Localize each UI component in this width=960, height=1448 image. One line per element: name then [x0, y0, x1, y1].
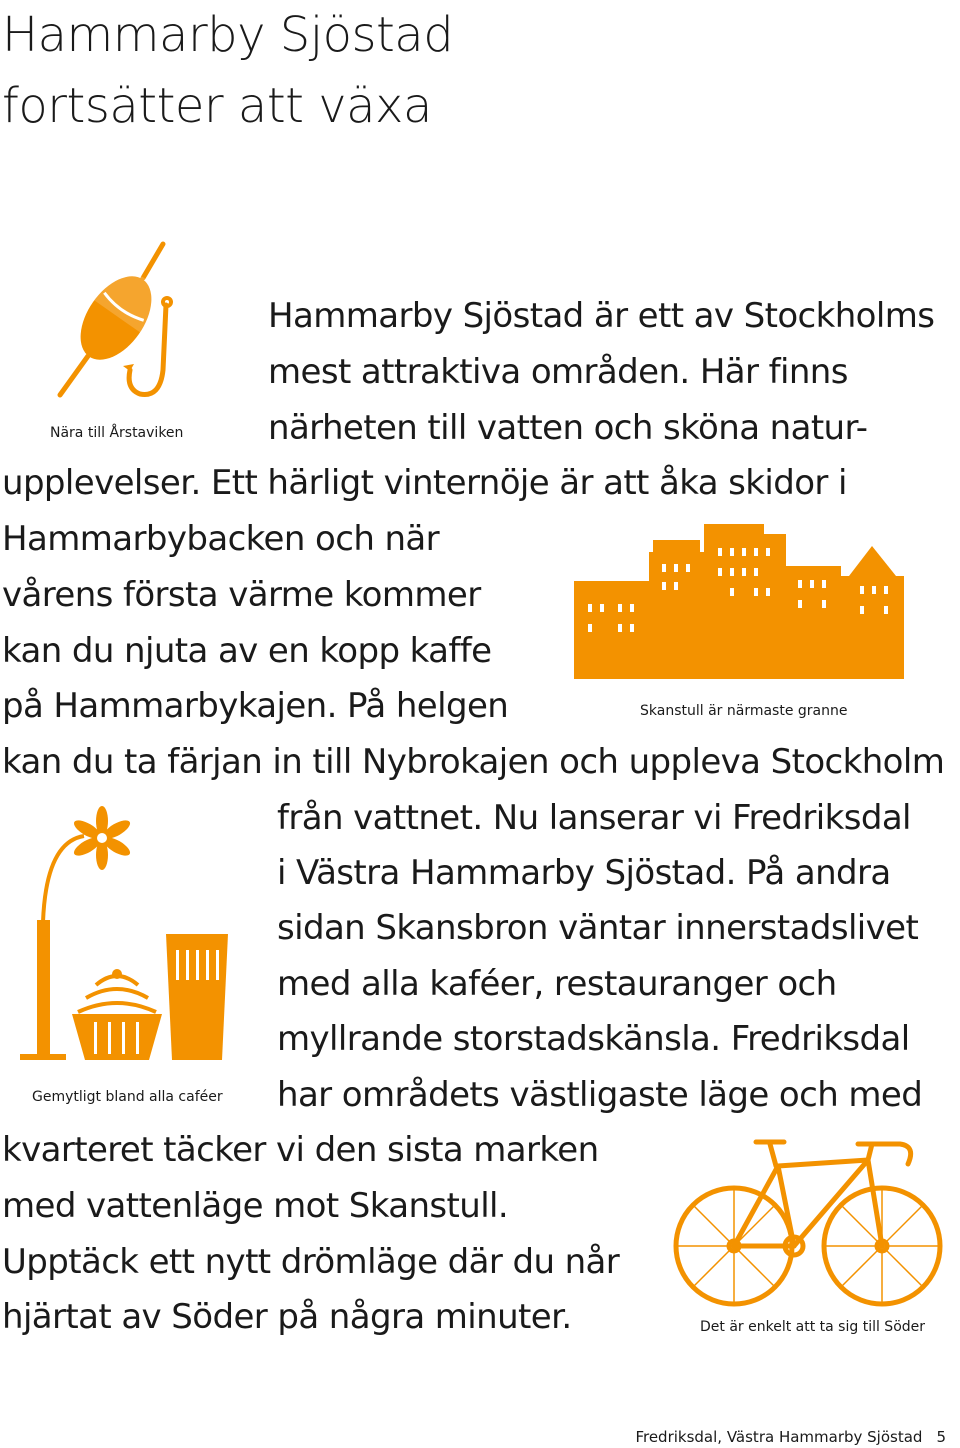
body-line: Upptäck ett nytt drömläge där du når — [2, 1242, 620, 1282]
cafe-lamp-cupcake-glass-icon — [16, 802, 246, 1062]
wheel-spokes — [676, 1188, 940, 1304]
body-line: kvarteret täcker vi den sista marken — [2, 1130, 599, 1170]
illustration-caption: Skanstull är närmaste granne — [640, 703, 848, 719]
body-line: kan du ta färjan in till Nybrokajen och uppleva Stockholm — [2, 742, 945, 782]
body-line: i Västra Hammarby Sjöstad. På andra — [277, 853, 891, 893]
footer-location: Fredriksdal, Västra Hammarby Sjöstad — [635, 1428, 923, 1446]
illustration-caption: Gemytligt bland alla caféer — [32, 1089, 223, 1105]
title-line-1: Hammarby Sjöstad — [2, 7, 454, 63]
title-line-2: fortsätter att växa — [2, 78, 432, 134]
page-number: 5 — [936, 1428, 946, 1446]
body-line: Hammarby Sjöstad är ett av Stockholms — [268, 296, 935, 336]
page-footer — [635, 1428, 946, 1446]
glass-icon — [166, 934, 228, 1060]
cupcake-icon — [72, 969, 162, 1060]
body-line: kan du njuta av en kopp kaffe — [2, 631, 492, 671]
body-line: mest attraktiva områden. Här finns — [268, 352, 848, 392]
illustration-caption: Det är enkelt att ta sig till Söder — [700, 1319, 926, 1335]
city-skyline-icon — [574, 524, 904, 679]
body-line: hjärtat av Söder på några minuter. — [2, 1297, 572, 1337]
illustration-caption: Nära till Årstaviken — [50, 425, 184, 441]
fishing-float-hook-icon — [40, 238, 190, 408]
body-line: närheten till vatten och sköna natur- — [268, 408, 868, 448]
body-line: sidan Skansbron väntar innerstadslivet — [277, 908, 919, 948]
body-line: har områdets västligaste läge och med — [277, 1075, 923, 1115]
body-line: på Hammarbykajen. På helgen — [2, 686, 509, 726]
body-line: med vattenläge mot Skanstull. — [2, 1186, 509, 1226]
body-line: från vattnet. Nu lanserar vi Fredriksdal — [277, 798, 911, 838]
body-line: med alla kaféer, restauranger och — [277, 964, 837, 1004]
body-line: vårens första värme kommer — [2, 575, 481, 615]
page-title — [2, 0, 453, 142]
body-line: upplevelser. Ett härligt vinternöje är att åka skidor i — [2, 463, 847, 503]
body-line: myllrande storstadskänsla. Fredriksdal — [277, 1019, 910, 1059]
bicycle-icon — [672, 1130, 944, 1312]
body-line: Hammarbybacken och när — [2, 519, 440, 559]
